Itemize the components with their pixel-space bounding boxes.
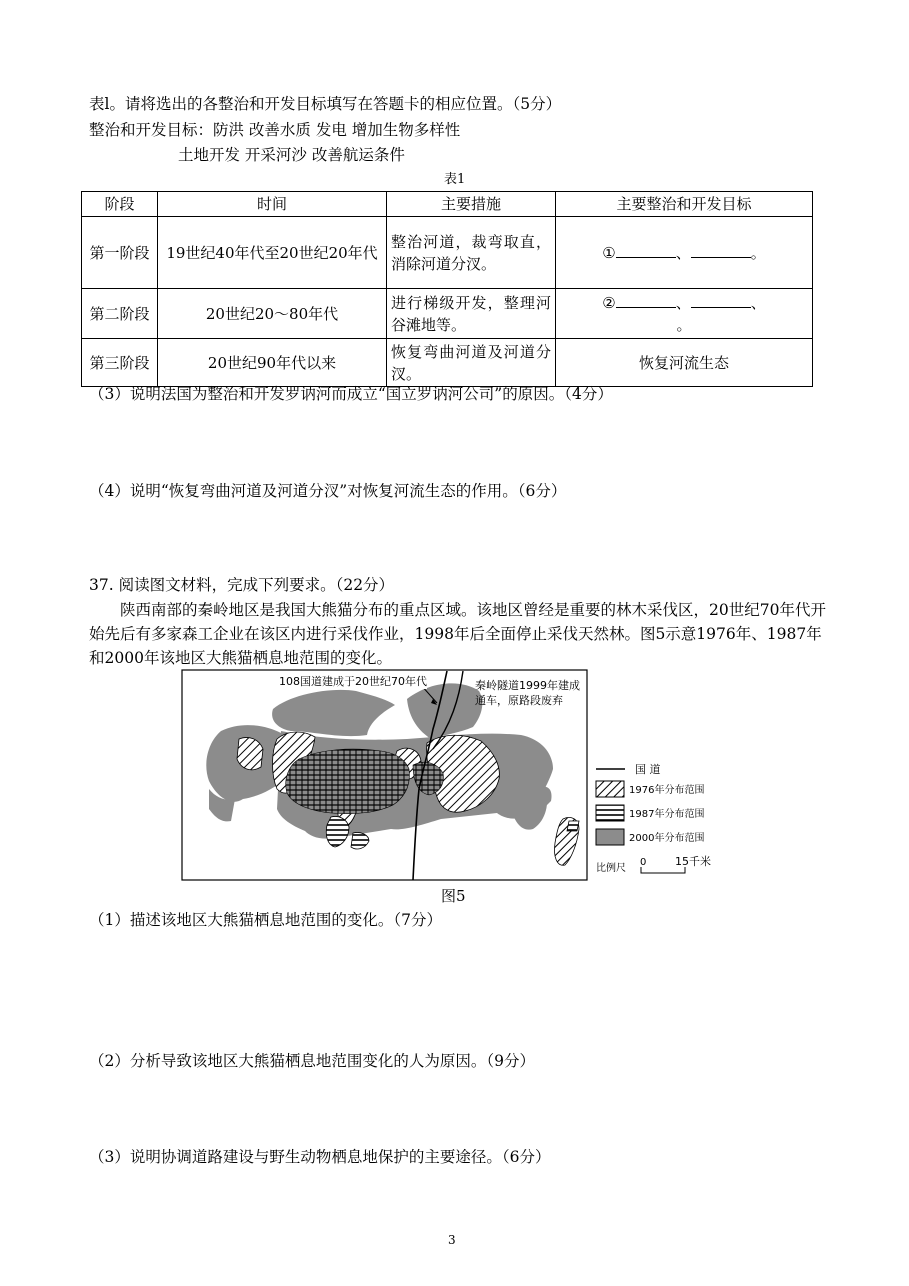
scale-value: 15千米 [675,855,711,868]
table-row [82,217,813,289]
legend-2000-swatch [596,829,624,845]
road-annotation: 108国道建成于20世纪70年代 [279,675,427,688]
goal-options-line: 整治和开发目标：防洪 改善水质 发电 增加生物多样性 [89,121,461,139]
goal-cell [556,217,813,289]
legend-1987-label: 1987年分布范围 [629,809,705,820]
instruction-line: 表l。请将选出的各整治和开发目标填写在答题卡的相应位置。（5分） [89,95,562,113]
goal-cell: 恢复河流生态 [556,339,813,387]
legend-1976-label: 1976年分布范围 [629,785,705,796]
measure-cell: 进行梯级开发，整理河谷滩地等。 [387,289,556,339]
header-stage: 阶段 [82,192,158,217]
legend-1987-swatch [596,805,624,821]
measure-cell: 恢复弯曲河道及河道分汊。 [387,339,556,387]
goal-options-line-2: 土地开发 开采河沙 改善航运条件 [178,146,405,164]
question-36-4: （4）说明“恢复弯曲河道及河道分汊”对恢复河流生态的作用。（6分） [89,482,567,500]
table-caption: 表1 [444,172,466,187]
table-header-row [82,192,813,217]
measure-cell: 整治河道，裁弯取直，消除河道分汊。 [387,217,556,289]
goal-number: ② [602,293,616,312]
time-cell: 20世纪90年代以来 [158,339,387,387]
goal-separator: 、 [675,293,691,312]
question-37-2: （2）分析导致该地区大熊猫栖息地范围变化的人为原因。（9分） [89,1052,535,1070]
legend-road-label: 国 道 [635,763,661,776]
scale-zero: 0 [640,857,647,868]
table-row [82,289,813,339]
stage-cell: 第二阶段 [82,289,158,339]
header-goal: 主要整治和开发目标 [556,192,813,217]
legend-2000-label: 2000年分布范围 [629,833,705,844]
answer-blank [616,243,676,258]
panda-habitat-map [181,669,731,883]
tunnel-annotation-line1: 秦岭隧道1999年建成 [475,679,580,692]
answer-blank [691,293,751,308]
stage-cell: 第一阶段 [82,217,158,289]
goal-end: 。 [750,243,766,262]
map-legend [596,763,711,874]
question-37-material: 陕西南部的秦岭地区是我国大熊猫分布的重点区域。该地区曾经是重要的林木采伐区，20世纪70年代开始先后有多家森工企业在该区内进行采伐作业，1998年后全面停止采伐天然林。图5示意1976年、1987年和2000年该地区大熊猫栖息地范围的变化。 [89,601,826,667]
goal-number: ① [602,243,616,262]
legend-1976-swatch [596,781,624,797]
question-37-title: 37. 阅读图文材料，完成下列要求。（22分） [89,576,395,594]
goal-separator: 、 [675,243,691,262]
question-37-1: （1）描述该地区大熊猫栖息地范围的变化。（7分） [89,911,442,929]
time-cell: 19世纪40年代至20世纪20年代 [158,217,387,289]
goal-cell [556,289,813,339]
answer-blank [616,293,676,308]
table-row [82,339,813,387]
tunnel-annotation-line2: 通车，原路段废弃 [475,694,563,707]
page-number: 3 [448,1233,456,1247]
header-time: 时间 [158,192,387,217]
question-37-3: （3）说明协调道路建设与野生动物栖息地保护的主要途径。（6分） [89,1148,551,1166]
figure-caption: 图5 [441,887,466,905]
answer-blank [691,243,751,258]
stage-cell: 第三阶段 [82,339,158,387]
time-cell: 20世纪20～80年代 [158,289,387,339]
question-36-3: （3）说明法国为整治和开发罗讷河而成立“国立罗讷河公司”的原因。（4分） [89,385,613,403]
goal-end: 、 [750,293,766,312]
table-1 [81,191,813,387]
header-measure: 主要措施 [387,192,556,217]
goal-end: 。 [676,315,692,334]
scale-label: 比例尺 [596,863,626,874]
